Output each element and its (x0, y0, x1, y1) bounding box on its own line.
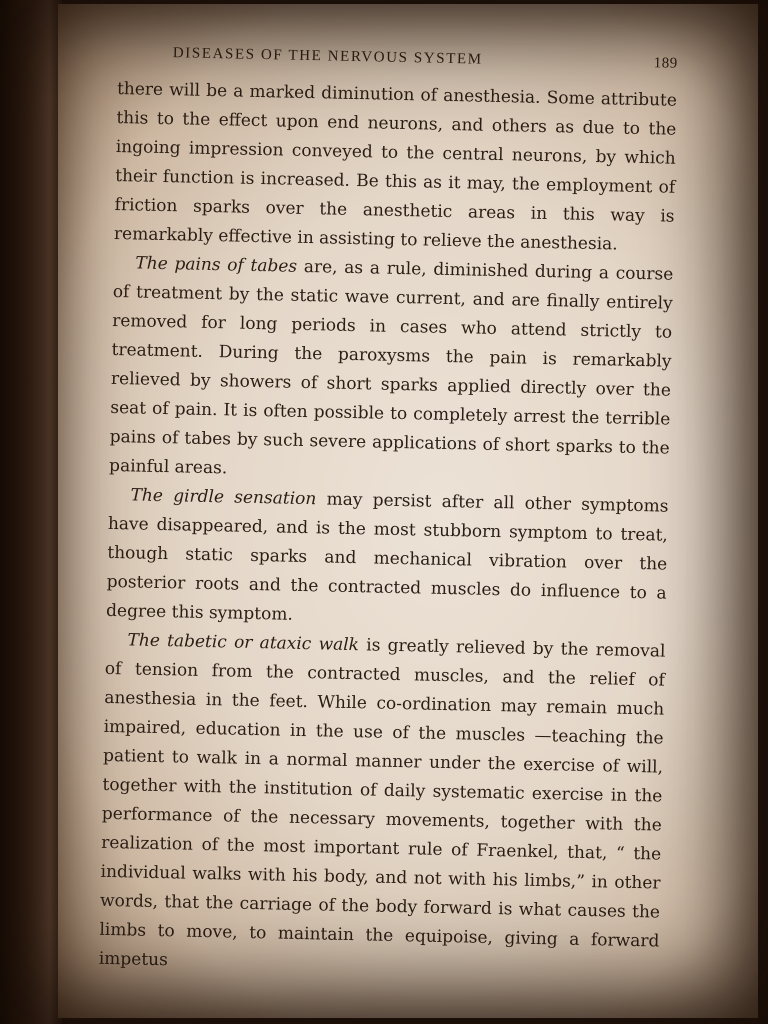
paragraph-1-text: there will be a marked diminution of anesthesia. Some attribute this to the effect upon end neurons, and others as due to the ingoing impression conveyed to the central neurons, by which their function is increased. Be this as it may, the employment of friction sparks over the anesthetic areas in this way is remarkably effective in assisting to relieve the anesthesia. (113, 78, 678, 255)
body-text (99, 75, 678, 986)
paragraph-4-lead: The tabetic or ataxic walk (127, 630, 360, 656)
paragraph-2-text: are, as a rule, diminished during a course of treatment by the static wave current, and are finally entirely removed for long periods in cases who attend strictly to treatment. During the paroxysms the pain is remarkably relieved by showers of short sparks applied directly over the seat of pain. It is often possible to completely arrest the terrible pains of tabes by such severe applications of short sparks to the painful areas. (108, 256, 674, 479)
paragraph-3-text: may persist after all other symptoms have disappeared, and is the most stubborn symptom to treat, though static sparks and mechanical vibration over the posterior roots and the contracted muscles do influence to a degree this symptom. (105, 489, 669, 625)
book-spine (0, 0, 62, 1024)
paragraph-4 (99, 626, 666, 986)
page-text-block (99, 44, 678, 986)
paragraph-1 (114, 75, 678, 261)
paragraph-2-lead: The pains of tabes (135, 253, 298, 277)
paragraph-3 (106, 481, 669, 638)
paragraph-2 (109, 249, 674, 493)
paragraph-4-text: is greatly relieved by the removal of tension from the contracted muscles, and the relief of anesthesia in the feet. While co-ordination may remain much impaired, education in the use of the muscles —teaching the patient to walk in a normal manner under the exercise of will, together with the institution of daily systematic exercise in the performance of the necessary movements, together with the realization of the most important rule of Fraenkel, that, “ the individual walks with his body, and not with his limbs,” in other words, that the carriage of the body forward is what causes the limbs to move, to maintain the equipoise, giving a forward impetus (98, 635, 666, 971)
page-number: 189 (653, 55, 678, 72)
running-header (173, 45, 678, 73)
paragraph-3-lead: The girdle sensation (130, 485, 317, 510)
book-page (58, 4, 758, 1018)
running-title: DISEASES OF THE NERVOUS SYSTEM (172, 45, 483, 68)
